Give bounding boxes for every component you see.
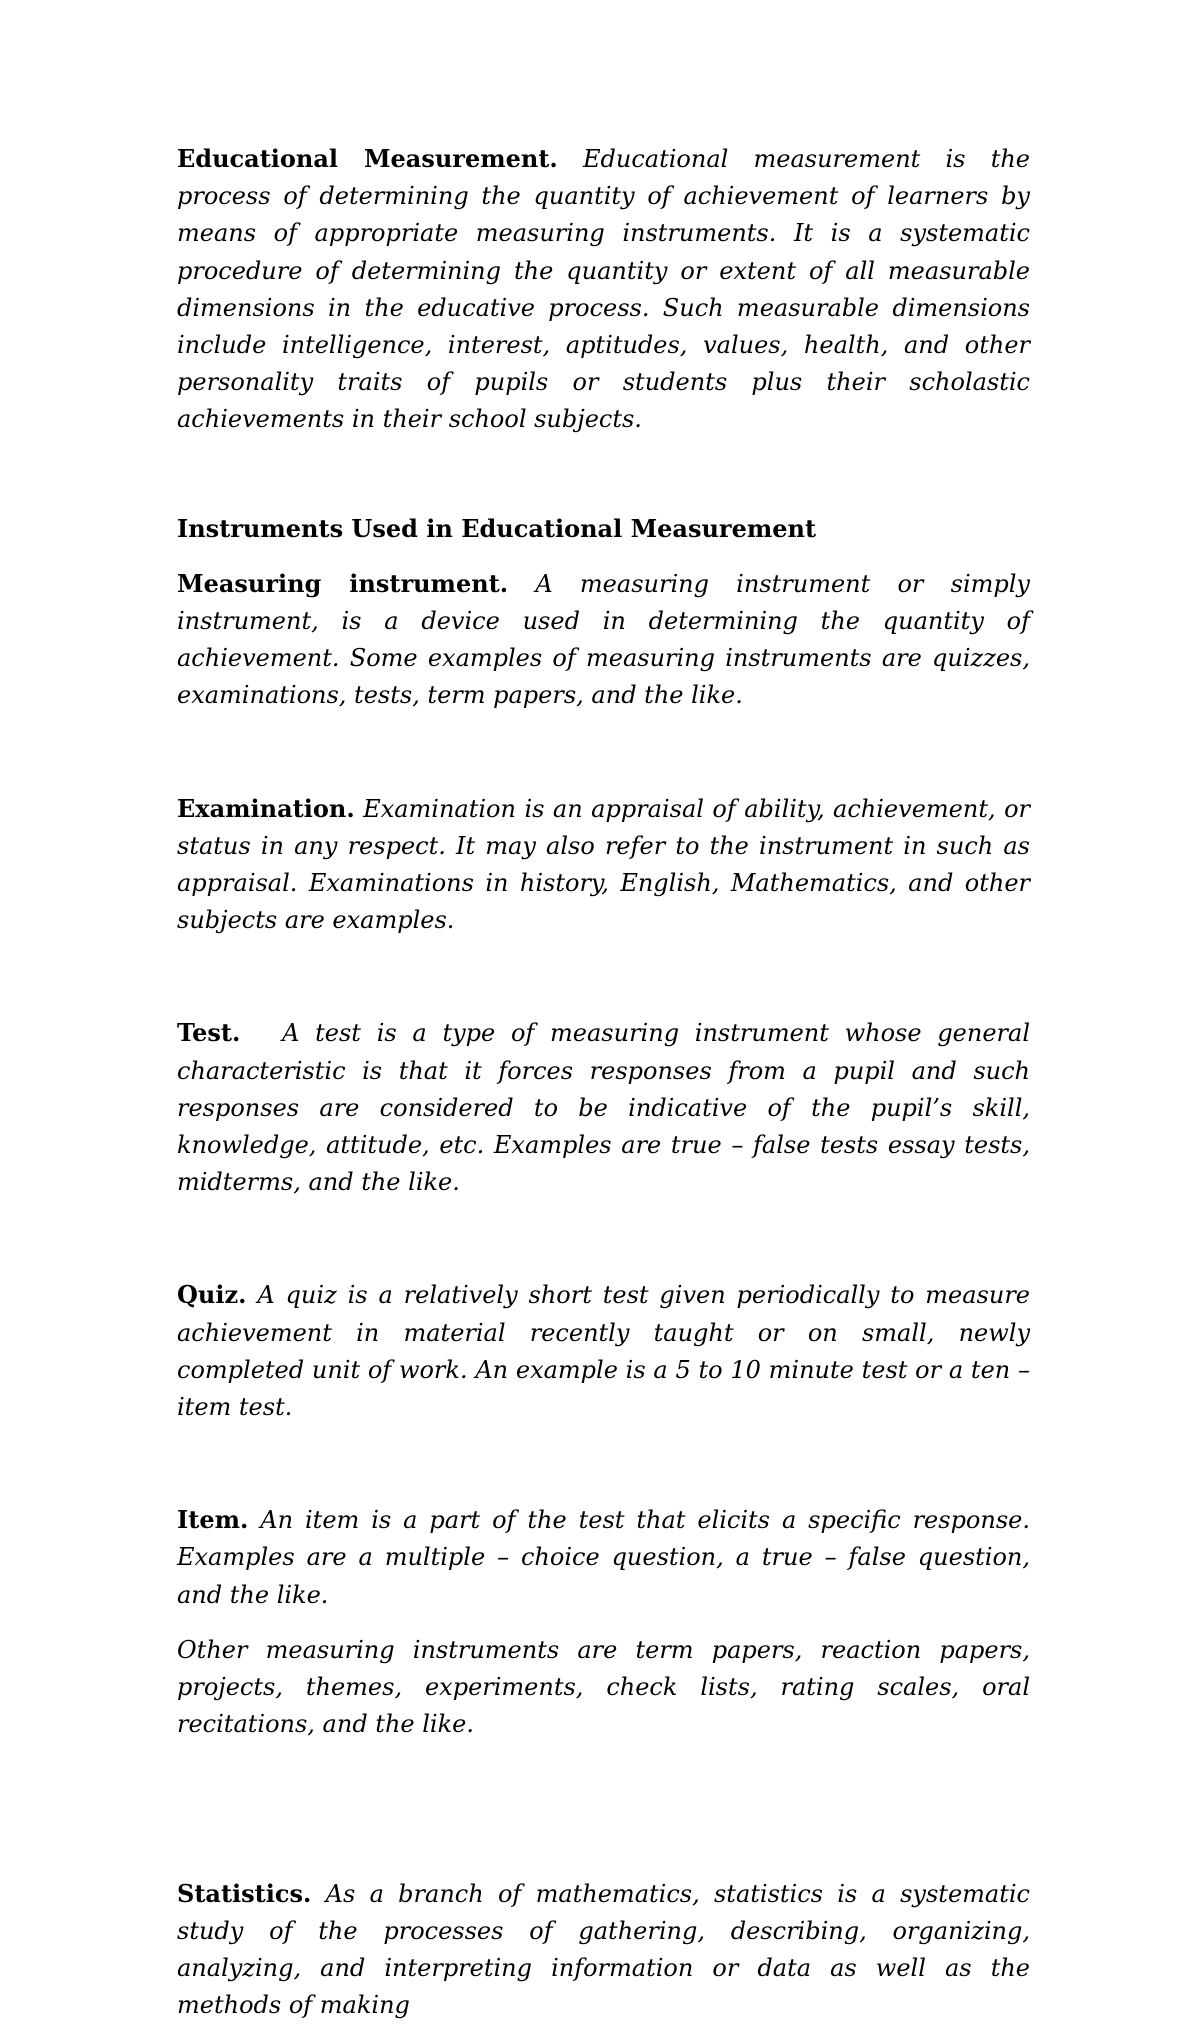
educational-measurement-term: Educational Measurement. xyxy=(177,144,558,173)
quiz-paragraph xyxy=(177,1276,1030,1426)
item-definition: An item is a part of the test that elicits a specific response. Examples are a multiple – choice question, a true – false question, and the like. xyxy=(177,1506,1030,1608)
statistics-paragraph xyxy=(177,1875,1030,2024)
statistics-definition: As a branch of mathematics, statistics is a systematic study of the processes of gathering, describing, organizing, analyzing, and interpreting information or data as well as the methods of making xyxy=(177,1880,1030,2020)
instruments-heading: Instruments Used in Educational Measurement xyxy=(177,510,1030,547)
item-term: Item. xyxy=(177,1505,248,1534)
educational-measurement-paragraph xyxy=(177,140,1030,439)
measuring-instrument-term: Measuring instrument. xyxy=(177,569,508,598)
measuring-instrument-definition: A measuring instrument or simply instrument, is a device used in determining the quantity of achievement. Some examples of measuring instruments are quizzes, examinations, tests, term papers, and the like. xyxy=(177,570,1030,710)
item-paragraph xyxy=(177,1501,1030,1614)
quiz-definition: A quiz is a relatively short test given periodically to measure achievement in material recently taught or on small, newly completed unit of work. An example is a 5 to 10 minute test or a ten – item test. xyxy=(177,1281,1030,1421)
examination-definition: Examination is an appraisal of ability, achievement, or status in any respect. It may also refer to the instrument in such as appraisal. Examinations in history, English, Mathematics, and other subjects are examples. xyxy=(177,795,1030,935)
statistics-term: Statistics. xyxy=(177,1879,311,1908)
document-page xyxy=(177,140,1030,2024)
test-definition: A test is a type of measuring instrument whose general characteristic is that it forces responses from a pupil and such responses are considered to be indicative of the pupil’s skill, knowledge, attitude, etc. Examples are true – false tests essay tests, midterms, and the like. xyxy=(177,1019,1030,1196)
test-term: Test. xyxy=(177,1018,240,1047)
test-paragraph xyxy=(177,1014,1030,1201)
examination-term: Examination. xyxy=(177,794,355,823)
educational-measurement-definition: Educational measurement is the process of determining the quantity of achievement of learners by means of appropriate measuring instruments. It is a systematic procedure of determining the quantity or extent of all measurable dimensions in the educative process. Such measurable dimensions include intelligence, interest, aptitudes, values, health, and other personality traits of pupils or students plus their scholastic achievements in their school subjects. xyxy=(177,145,1030,433)
other-instruments-paragraph: Other measuring instruments are term papers, reaction papers, projects, themes, experiments, check lists, rating scales, oral recitations, and the like. xyxy=(177,1632,1030,1744)
examination-paragraph xyxy=(177,790,1030,940)
measuring-instrument-paragraph xyxy=(177,565,1030,715)
quiz-term: Quiz. xyxy=(177,1280,246,1309)
